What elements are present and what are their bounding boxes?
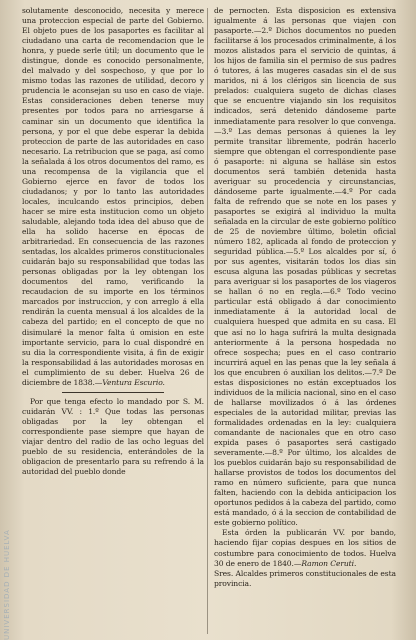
closing-address: Sres. Alcaldes primeros constitucionales de esta provincia. [214,568,396,588]
right-column [214,6,396,634]
right-paragraph-1: de pernocten. Esta disposicion es extensiva igualmente á las personas que viajen con pasaporte.—2.º Dichos documentos no pueden facilitarse á los procesados criminalmente, á los mozos alistados para el servicio de quintas, á los hijos de familia sin el permiso de sus padres ó tutores, á las mugeres casadas sin el de sus maridos, ni á los clérigos sin licencia de sus prelados: cualquiera sugeto de dichas clases que se encuentre viajando sin los requisitos indicados, será detenido dándoseme parte inmediatamente para resolver lo que convenga.—3.º Las demas personas á quienes la ley permite transitar libremente, podrán hacerlo siempre que obtengan el correspondiente pase ó pasaporte: ni alguna se halláse sin estos documentos será también detenida hasta averiguar su procedencia y circunstancias, dándoseme parte igualmente.—4.º Por cada falta de refrendo que se note en los pases y pasaportes se exigirá al individuo la multa señalada en la circular de este gobierno político de 25 de noviembre último, boletin oficial número 182, aplicada al fondo de proteccion y seguridad pública.—5.º Los alcaldes por sí, ó por sus agentes, visitarán todos los dias sin escusa alguna las posadas públicas y secretas para averiguar si los pasaportes de los viageros se hallan ó no en regla.—6.º Todo vecino particular está obligado á dar conocimiento inmediatamente á la autoridad local de cualquiera huesped que admita en su casa. El que así no lo haga sufrirá la multa designada anteriormente á la persona hospedada no ofrece sospecha; pues en el caso contrario incurrirá aquel en las penas que la ley señala á los que encubren ó auxilian los delitos.—7.º De estas disposiciones no están exceptuados los individuos de la milicia nacional, sino en el caso de hallarse movilizados ó á las órdenes especiales de la autoridad militar, previas las formalidades ordenadas en la ley: cualquiera comandante de nacionales que en otro caso expida pases ó pasaportes será castigado severamente.—8.º Por último, los alcaldes de los pueblos cuidarán bajo su responsabilidad de hallarse provistos de todos los documentos del ramo en número suficiente, para que nunca falten, haciendo con la debida anticipacion los oportunos pedidos á la cabeza del partido, como está mandado, ó á la seccion de contabilidad de este gobierno político. [214,6,396,528]
left-signature: Ventura Escurio. [102,377,165,387]
left-paragraph-1 [22,6,204,388]
right-signature: Ramon Ceruti. [301,558,357,568]
section-rule [62,392,164,393]
right-paragraph-2-text: Esta órden la publicarán VV. por bando, haciendo fijar copias despues en los sitios de costumbre para conocimiento de todos. Huelva 30 de enero de 1840.— [214,528,396,568]
left-paragraph-1-text: solutamente desconocido, necesita y merece una proteccion especial de parte del Gobierno. El objeto pues de los pasaportes es facilitar al ciudadano una carta de recomendacion que le honra, y puede serle útil; un documento que le distingue, donde es conocido personalmente, del malvado y del sospechoso, y que por lo mismo todas las razones de utilidad, decoro y prudencia le aconsejan su uso en caso de viaje. Estas consideraciones deben tenerse muy presentes por todos para no arriesgarse á caminar sin un documento que identifica la persona, y por el que debe esperar la debida proteccion de parte de las autoridades en caso necesario. La retribucion que se paga, así como la señalada á los otros documentos del ramo, es una recompensa de la vigilancia que el Gobierno ejerce en favor de todos los ciudadanos; y por lo tanto las autoridades locales, inculcando estos principios, deben hacer se mire esta institucion como un objeto saludable, alejando toda idea del abuso que de ella ha solido hacerse en épocas de arbitrariedad. En consecuencia de las razones sentadas, los alcaldes primeros constitucionales cuidarán bajo su responsabilidad que todas las personas obligadas por la ley obtengan los documentos del ramo, verificando la recaudacion de su importe en los términos marcados por instruccion, y con arreglo á ella rendirán la cuenta mensual á los alcaldes de la cabeza del partido; en el concepto de que no disimularé la menor falta ú omision en este importante servicio, para lo cual dispondré en su dia la correspondiente visita, á fin de exigir la responsabilidad á las autoridades morosas en el cumplimiento de su deber. Huelva 26 de diciembre de 1838.— [22,6,204,387]
column-divider [207,8,208,634]
right-paragraph-2 [214,528,396,568]
library-watermark: UNIVERSIDAD DE HUELVA [3,529,11,640]
left-paragraph-2: Por que tenga efecto lo mandado por S. M. cuidarán VV. : 1.º Que todas las personas obligadas por la ley obtengan el correspondiente pase siempre que hayan de viajar dentro del radio de las ocho leguas del pueblo de su residencia, enterándoles de la obligacion de presentarlo para su refrendo á la autoridad del pueblo donde [22,396,204,477]
left-column [22,6,204,634]
